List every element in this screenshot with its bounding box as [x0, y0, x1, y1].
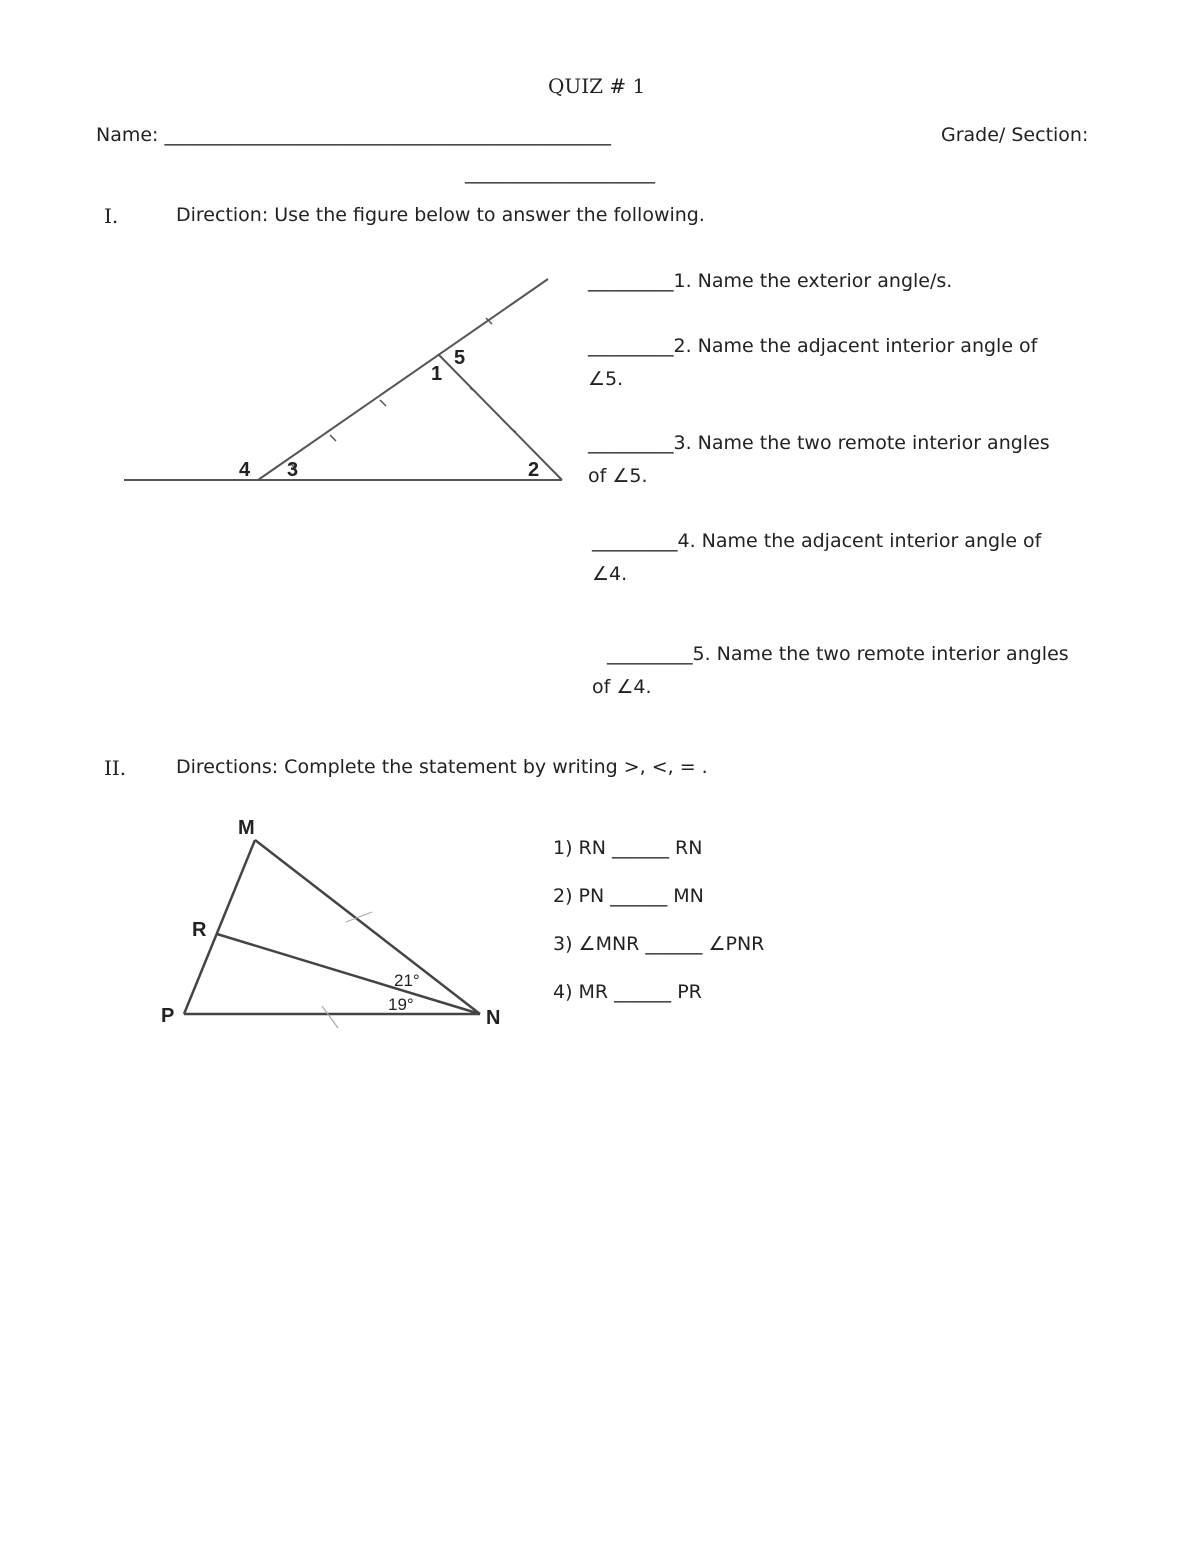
section1-direction: Direction: Use the figure below to answer the following. [176, 204, 705, 226]
angle-label-2: 2 [528, 459, 540, 481]
name-field-label[interactable]: Name: _______________________________________________ [96, 124, 611, 146]
quiz-title: QUIZ # 1 [548, 74, 646, 98]
angle-label-19: 19° [388, 995, 414, 1014]
comparison-item-4[interactable]: 4) MR ______ PR [553, 981, 702, 1003]
grade-section-label: Grade/ Section: [941, 124, 1089, 146]
angle-label-5: 5 [454, 347, 466, 369]
angle-label-21: 21° [394, 971, 420, 990]
vertex-label-p: P [161, 1005, 175, 1027]
question-1-line1[interactable]: _________1. Name the exterior angle/s. [588, 270, 953, 292]
vertex-label-n: N [486, 1007, 501, 1029]
vertex-label-m: M [238, 817, 255, 839]
vertex-label-r: R [192, 919, 207, 941]
slanted-line [258, 279, 548, 480]
comparison-item-1[interactable]: 1) RN ______ RN [553, 837, 703, 859]
comparison-item-2[interactable]: 2) PN ______ MN [553, 885, 704, 907]
exterior-angle-figure [110, 270, 570, 500]
question-5-line1[interactable]: _________5. Name the two remote interior angles [607, 643, 1069, 665]
question-3-line1[interactable]: _________3. Name the two remote interior angles [588, 432, 1050, 454]
question-2-line1[interactable]: _________2. Name the adjacent interior angle of [588, 335, 1038, 357]
triangle-side [438, 354, 562, 480]
question-4-line1[interactable]: _________4. Name the adjacent interior angle of [592, 530, 1042, 552]
question-4-line2: ∠4. [592, 563, 628, 585]
question-2-line2: ∠5. [588, 368, 624, 390]
section2-numeral: II. [104, 756, 127, 780]
angle-label-1: 1 [431, 363, 443, 385]
section2-direction: Directions: Complete the statement by writing >, <, = . [176, 756, 708, 778]
segment-rn [217, 934, 480, 1014]
angle-label-4: 4 [239, 459, 251, 481]
angle-label-3: 3 [287, 459, 299, 481]
triangle-mpn-figure [150, 810, 510, 1040]
question-5-line2: of ∠4. [592, 676, 652, 698]
side-mn [255, 840, 480, 1014]
grade-section-blank[interactable]: ____________________ [465, 162, 655, 184]
section1-numeral: I. [104, 204, 119, 228]
comparison-item-3[interactable]: 3) ∠MNR ______ ∠PNR [553, 933, 765, 955]
question-3-line2: of ∠5. [588, 465, 648, 487]
